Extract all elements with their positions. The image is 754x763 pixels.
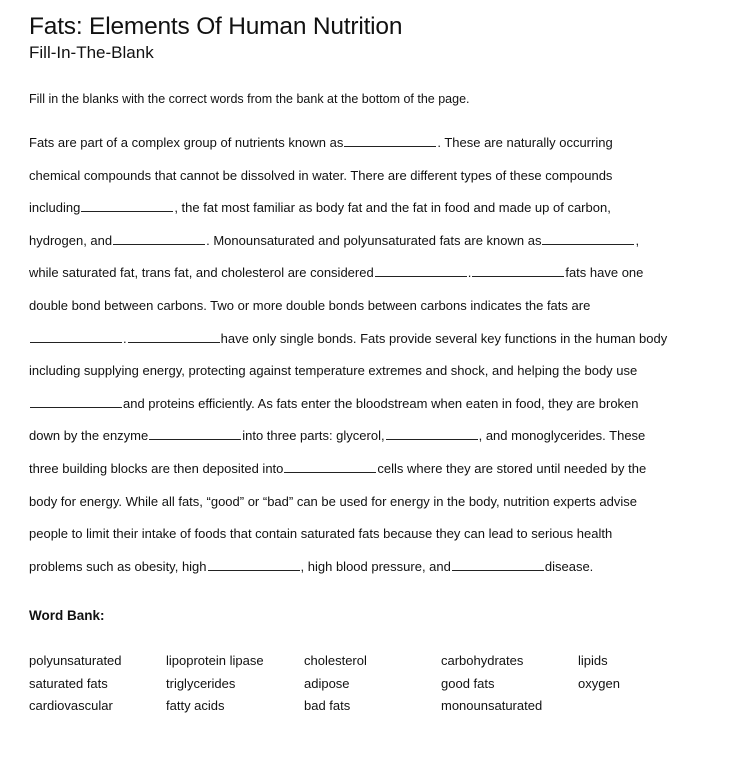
answer-blank[interactable] — [344, 134, 436, 147]
passage-text: hydrogen, and — [29, 232, 113, 248]
word-bank-item: triglycerides — [166, 675, 236, 691]
answer-blank[interactable] — [208, 558, 300, 571]
passage-text: while saturated fat, trans fat, and cholesterol are considered — [29, 265, 374, 281]
answer-blank[interactable] — [375, 264, 467, 277]
passage-line — [29, 492, 729, 525]
passage-text: people to limit their intake of foods that contain saturated fats because they can lead to serious health — [29, 526, 613, 542]
passage-text: three building blocks are then deposited into — [29, 460, 284, 476]
passage-text: cells where they are stored until needed by the — [377, 460, 647, 476]
instructions-text: Fill in the blanks with the correct words from the bank at the bottom of the page. — [29, 92, 470, 106]
passage-text: double bond between carbons. Two or more double bonds between carbons indicates the fats are — [29, 297, 591, 313]
passage-text: down by the enzyme — [29, 428, 149, 444]
passage-text: . — [123, 330, 127, 346]
answer-blank[interactable] — [128, 330, 220, 343]
passage-text: chemical compounds that cannot be dissolved in water. There are different types of these compounds — [29, 167, 613, 183]
passage-text: into three parts: glycerol, — [242, 428, 385, 444]
passage-line — [29, 133, 729, 166]
answer-blank[interactable] — [284, 460, 376, 473]
word-bank-item — [578, 697, 698, 720]
word-bank-item: lipids — [578, 653, 608, 668]
passage-line — [29, 166, 729, 199]
passage-line — [29, 426, 729, 459]
passage-text: . These are naturally occurring — [437, 135, 613, 150]
answer-blank[interactable] — [30, 395, 122, 408]
passage-line — [29, 459, 729, 492]
passage-text: including — [29, 200, 81, 216]
passage-text: , high blood pressure, and — [300, 558, 451, 574]
passage-line — [29, 263, 729, 296]
passage-text: body for energy. While all fats, “good” or “bad” can be used for energy in the body, nutrition experts advise — [29, 493, 637, 509]
passage-text: , the fat most familiar as body fat and the fat in food and made up of carbon, — [174, 200, 611, 216]
answer-blank[interactable] — [149, 427, 241, 440]
worksheet-title: Fats: Elements Of Human Nutrition — [29, 13, 403, 40]
passage-text: . Monounsaturated and polyunsaturated fats are known as — [206, 232, 542, 248]
passage-text: , and monoglycerides. These — [478, 428, 646, 444]
word-bank-title: Word Bank: — [29, 608, 105, 623]
passage-text: disease. — [544, 558, 594, 574]
passage-text: including supplying energy, protecting against temperature extremes and shock, and helping the body use — [29, 363, 638, 379]
passage-line — [29, 329, 729, 362]
word-bank-item: lipoprotein lipase — [166, 653, 264, 668]
word-bank-item: fatty acids — [166, 698, 225, 713]
answer-blank[interactable] — [30, 330, 122, 343]
word-bank-item: polyunsaturated — [29, 653, 122, 668]
word-bank-item: carbohydrates — [441, 653, 524, 668]
passage-text: fats have one — [565, 265, 644, 281]
passage — [29, 133, 729, 589]
passage-text: . — [467, 265, 472, 281]
answer-blank[interactable] — [472, 264, 564, 277]
passage-text: , — [635, 232, 640, 248]
passage-line — [29, 296, 729, 329]
answer-blank[interactable] — [386, 427, 478, 440]
passage-line — [29, 361, 729, 394]
word-bank-item: adipose — [304, 675, 350, 691]
word-bank-item: saturated fats — [29, 675, 108, 691]
passage-line — [29, 231, 729, 264]
word-bank-item: cardiovascular — [29, 698, 113, 713]
word-bank-item: oxygen — [578, 675, 620, 691]
answer-blank[interactable] — [81, 199, 173, 212]
passage-line — [29, 524, 729, 557]
passage-line — [29, 394, 729, 427]
answer-blank[interactable] — [113, 232, 205, 245]
passage-line — [29, 557, 729, 590]
passage-text: problems such as obesity, high — [29, 558, 207, 574]
answer-blank[interactable] — [542, 232, 634, 245]
passage-text: and proteins efficiently. As fats enter the bloodstream when eaten in food, they are broken — [123, 395, 639, 411]
worksheet-subtitle: Fill-In-The-Blank — [29, 43, 154, 62]
answer-blank[interactable] — [452, 558, 544, 571]
word-bank-item: good fats — [441, 675, 495, 691]
word-bank-item: cholesterol — [304, 653, 367, 668]
word-bank-grid — [29, 652, 709, 720]
passage-text: have only single bonds. Fats provide several key functions in the human body — [220, 330, 668, 346]
passage-text: Fats are part of a complex group of nutrients known as — [29, 135, 344, 150]
word-bank-item: monounsaturated — [441, 698, 543, 713]
word-bank-item: bad fats — [304, 698, 351, 713]
passage-line — [29, 198, 729, 231]
